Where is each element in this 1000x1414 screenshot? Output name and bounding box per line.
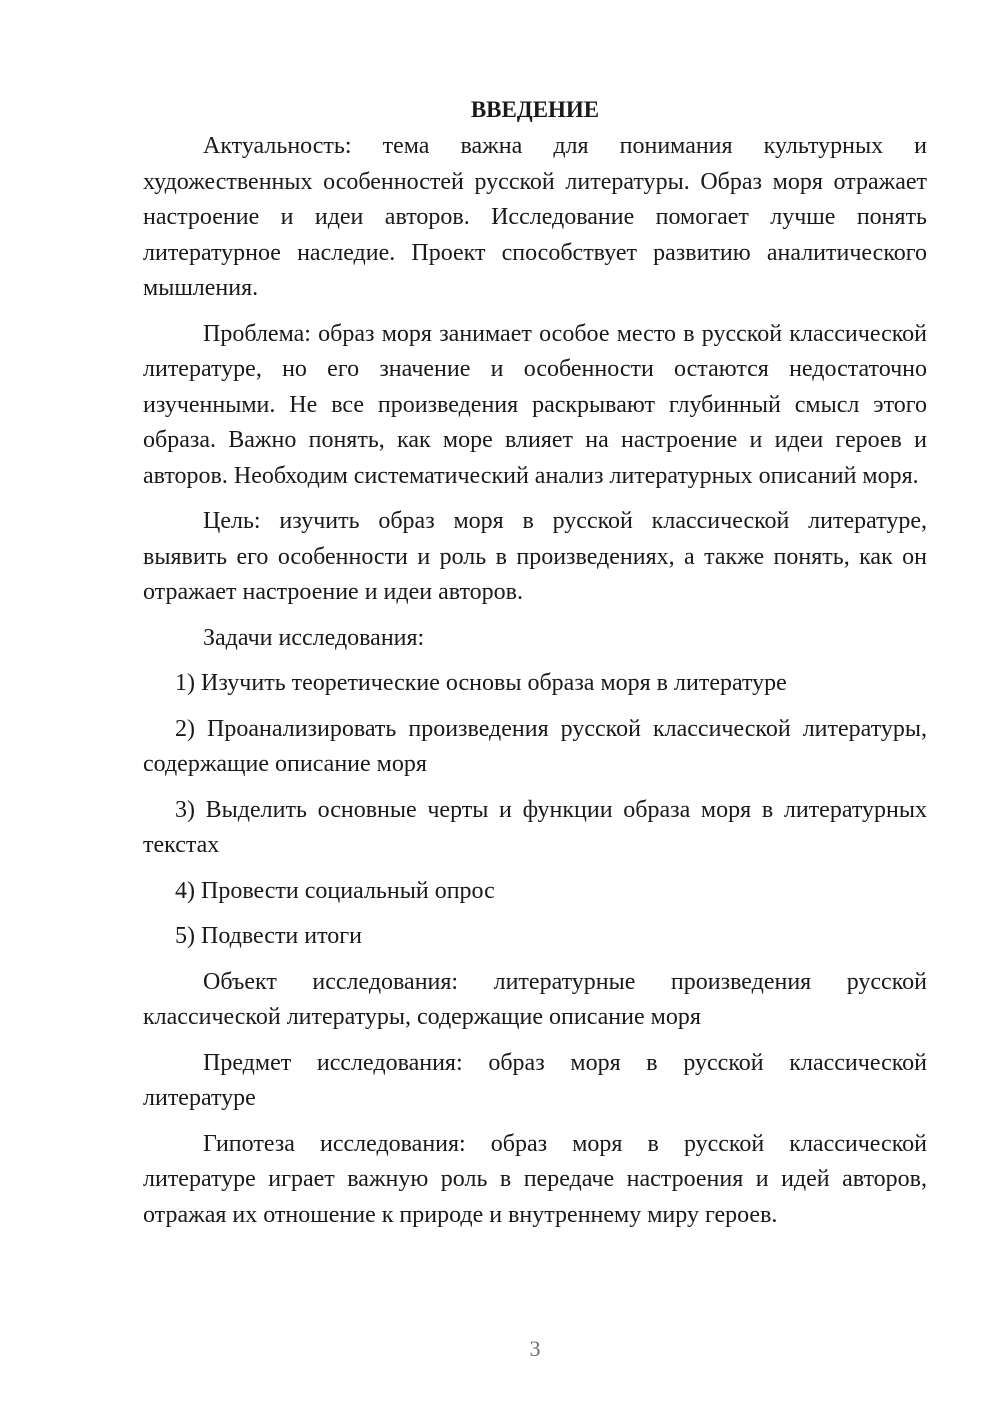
paragraph-problem: Проблема: образ моря занимает особое место в русской классической литературе, но его значение и особенности остаются недостаточно изученными. Не все произведения раскрывают глубинный смысл этого образа. Важно понять, как море влияет на настроение и идеи героев и авторов. Необходим систематический анализ литературных описаний моря. <box>143 320 927 489</box>
task-item: 4) Провести социальный опрос <box>175 877 495 904</box>
paragraph-goal: Цель: изучить образ моря в русской классической литературе, выявить его особенности и роль в произведениях, а также понять, как он отражает настроение и идеи авторов. <box>143 508 927 605</box>
task-item: 5) Подвести итоги <box>175 923 362 949</box>
task-item: 1) Изучить теоретические основы образа моря в литературе <box>175 670 787 696</box>
page-number: 3 <box>529 1336 541 1361</box>
paragraph-relevance: Актуальность: тема важна для понимания культурных и художественных особенностей русской литературы. Образ моря отражает настроение и идеи авторов. Исследование помогает лучше понять литературное наследие. Проект способствует развитию аналитического мышления. <box>143 133 927 301</box>
task-item: 3) Выделить основные черты и функции образа моря в литературных текстах <box>143 796 927 858</box>
section-title: ВВЕДЕНИЕ <box>470 97 600 122</box>
paragraph-subject: Предмет исследования: образ моря в русской классической литературе <box>143 1049 927 1111</box>
paragraph-hypothesis: Гипотеза исследования: образ моря в русской классической литературе играет важную роль в передаче настроения и идей авторов, отражая их отношение к природе и внутреннему миру героев. <box>143 1130 927 1228</box>
page-content <box>143 92 927 1243</box>
task-item: 2) Проанализировать произведения русской классической литературы, содержащие описание моря <box>143 715 927 777</box>
paragraph-object: Объект исследования: литературные произведения русской классической литературы, содержащие описание моря <box>143 968 927 1030</box>
paragraph-tasks-heading: Задачи исследования: <box>203 624 425 651</box>
